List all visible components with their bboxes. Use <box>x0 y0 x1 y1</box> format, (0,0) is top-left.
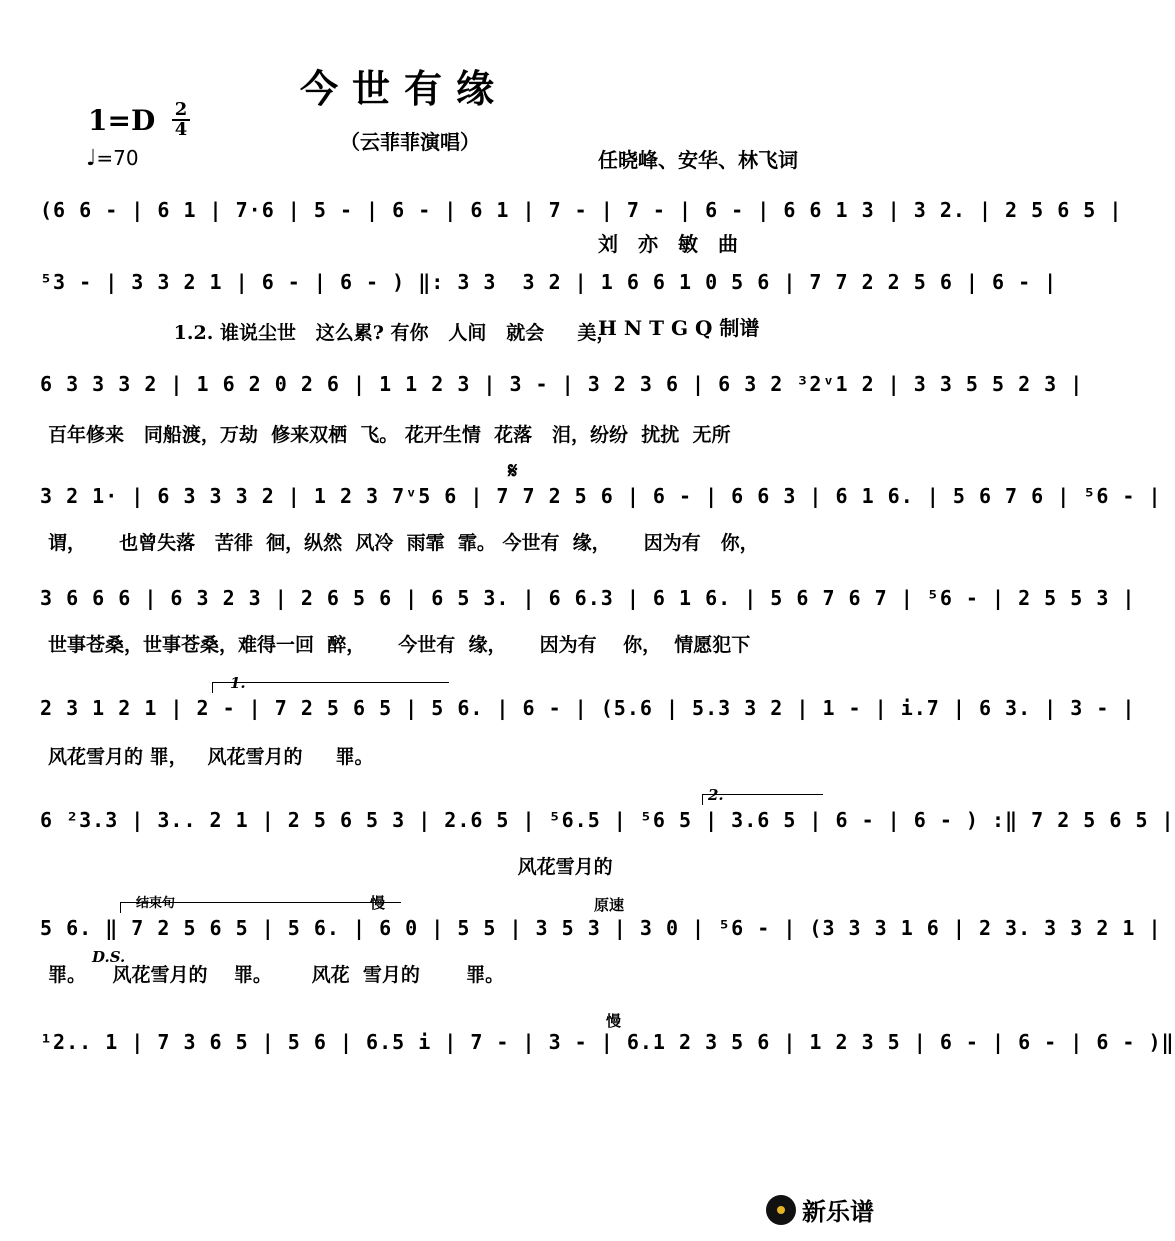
original-tempo-marking: 原速 <box>594 896 625 914</box>
notation-line: ⁵3 - | 3 3 2 1 | 6 - | 6 - ) ‖: 3 3 3 2 | 1 6 6 1 0 5 6 | 7 7 2 2 5 6 | 6 - | <box>40 270 1058 294</box>
notation-line: (6 6 - | 6 1 | 7·6 | 5 - | 6 - | 6 1 | 7 - | 7 - | 6 - | 6 6 1 3 | 3 2. | 2 5 6 5 | <box>40 198 1123 222</box>
score-row-4 <box>40 458 1162 554</box>
lyric-line: 谓， 也曾失落 苦徘 徊，纵然 风冷 雨霏 霏。 今世有 缘， 因为有 你， <box>48 532 759 554</box>
time-bottom: 4 <box>174 119 188 140</box>
lyric-line: 百年修来 同船渡，万劫 修来双栖 飞。 花开生情 花落 泪，纷纷 扰扰 无所 <box>48 424 731 446</box>
score-row-3 <box>40 372 1084 446</box>
tempo-value: =70 <box>96 146 139 170</box>
key-signature: 1=D <box>88 104 156 137</box>
notation-line: 3 2 1· | 6 3 3 3 2 | 1 2 3 7ᵛ5 6 | 7 7 2 5 6 | 6 - | 6 6 3 | 6 1 6. | 5 6 7 6 | ⁵6 - | <box>40 484 1162 508</box>
second-ending-label: 2. <box>708 786 724 804</box>
first-ending-bracket <box>212 682 449 693</box>
time-top: 2 <box>174 99 188 120</box>
lyric-line: 风花雪月的 <box>48 856 613 878</box>
score-row-5 <box>40 586 1136 656</box>
slow-marking: 慢 <box>370 894 386 912</box>
ending-phrase-label: 结束句 <box>136 896 176 911</box>
quarter-note-icon: ♩ <box>86 146 97 171</box>
vinyl-record-icon <box>766 1195 796 1225</box>
score-row-1 <box>40 198 1123 240</box>
song-title: 今世有缘 <box>300 66 509 111</box>
credit-composer: 刘 亦 敏 曲 <box>598 232 738 256</box>
score-row-8 <box>40 894 1162 986</box>
slow-marking: 慢 <box>606 1012 622 1030</box>
lyric-line: 1.2. 谁说尘世 这么累? 有你 人间 就会 美， <box>48 322 616 344</box>
score-row-7 <box>40 786 1175 878</box>
score-row-6 <box>40 674 1136 768</box>
credit-transcriber: H N T G Q 制谱 <box>598 316 760 340</box>
first-ending-label: 1. <box>230 674 246 692</box>
score-row-9 <box>40 1012 1175 1072</box>
performer-note: （云菲菲演唱） <box>340 130 480 154</box>
segno-icon: 𝄋 <box>508 458 518 484</box>
notation-line: ¹2.. 1 | 7 3 6 5 | 5 6 | 6.5 i | 7 - | 3 - | 6.1 2 3 5 6 | 1 2 3 5 | 6 - | 6 - | 6 - )‖ <box>40 1030 1175 1054</box>
tempo-marking <box>86 146 139 171</box>
logo-text: 新乐谱 <box>802 1198 874 1226</box>
site-logo <box>766 1192 874 1227</box>
notation-line: 6 3 3 3 2 | 1 6 2 0 2 6 | 1 1 2 3 | 3 - | 3 2 3 6 | 6 3 2 ³2ᵛ1 2 | 3 3 5 5 2 3 | <box>40 372 1084 396</box>
time-signature <box>172 99 190 140</box>
lyric-line: 风花雪月的 罪， 风花雪月的 罪。 <box>48 746 374 768</box>
notation-line: 5 6. ‖ 7 2 5 6 5 | 5 6. | 6 0 | 5 5 | 3 5 3 | 3 0 | ⁵6 - | (3 3 3 1 6 | 2 3. 3 3 2 1 | <box>40 916 1162 940</box>
notation-line: 6 ²3.3 | 3.. 2 1 | 2 5 6 5 3 | 2.6 5 | ⁵6.5 | ⁵6 5 | 3.6 5 | 6 - | 6 - ) :‖ 7 2 5 6 5 | <box>40 808 1175 832</box>
lyric-line: 罪。 风花雪月的 罪。 风花 雪月的 罪。 <box>48 964 505 986</box>
lyric-line: 世事苍桑，世事苍桑，难得一回 醉， 今世有 缘， 因为有 你， 情愿犯下 <box>48 634 751 656</box>
notation-line: 3 6 6 6 | 6 3 2 3 | 2 6 5 6 | 6 5 3. | 6 6.3 | 6 1 6. | 5 6 7 6 7 | ⁵6 - | 2 5 5 3 | <box>40 586 1136 610</box>
credit-lyrics: 任晓峰、安华、林飞词 <box>598 148 798 172</box>
notation-line: 2 3 1 2 1 | 2 - | 7 2 5 6 5 | 5 6. | 6 - | (5.6 | 5.3 3 2 | 1 - | i.7 | 6 3. | 3 - | <box>40 696 1136 720</box>
dal-segno-marking: D.S. <box>92 948 126 966</box>
